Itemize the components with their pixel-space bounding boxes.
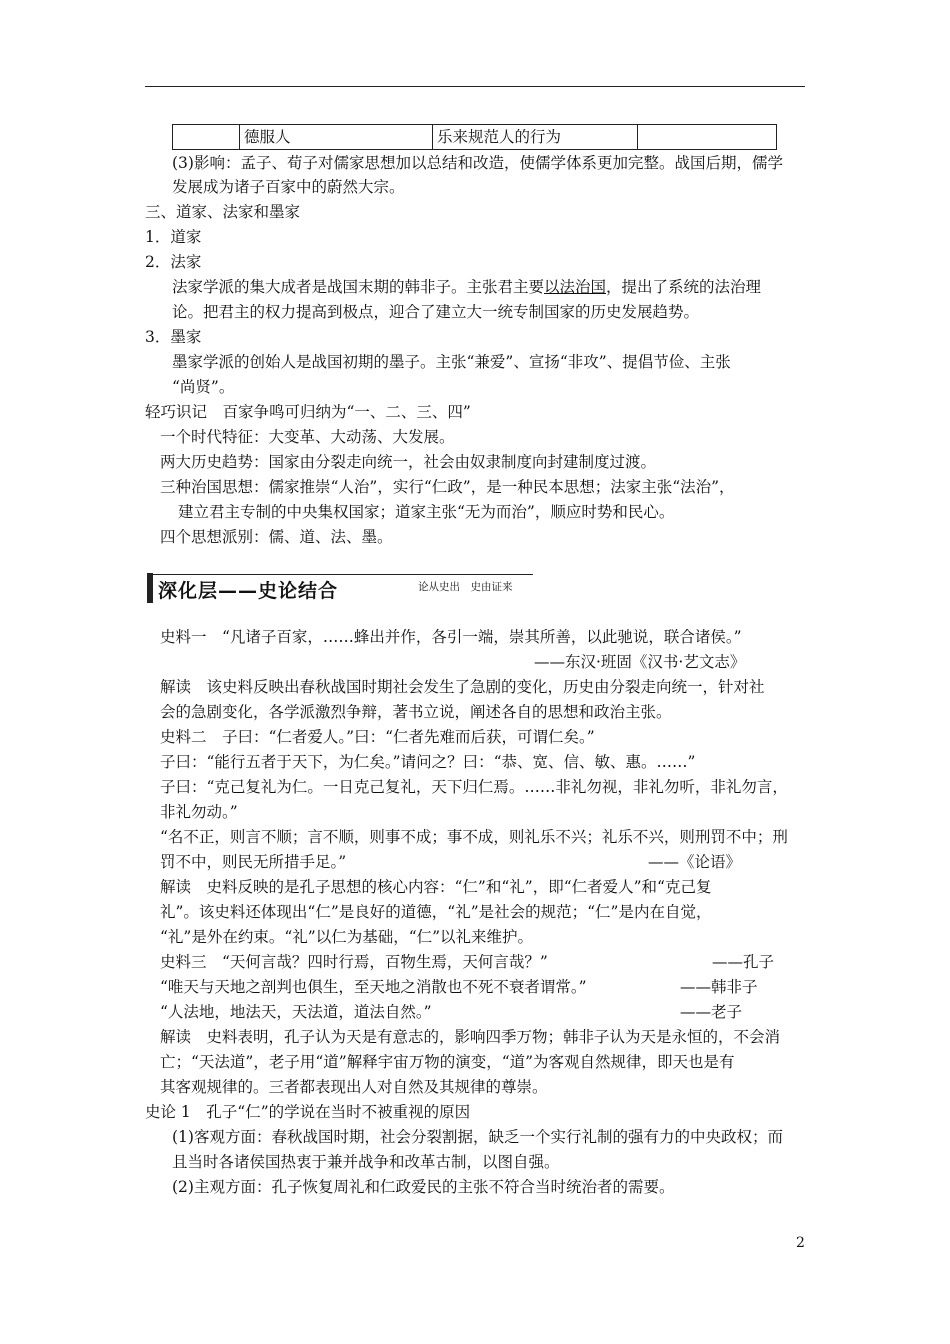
section-marker [147,573,153,603]
text-line: ——老子 [680,1003,743,1021]
text-line: 发展成为诸子百家中的蔚然大宗。 [172,178,405,196]
text-line: ——东汉·班固《汉书·艺文志》 [534,653,746,671]
text-line: 子曰：“能行五者于天下，为仁矣。”请问之？曰：“恭、宽、信、敏、惠。……” [160,753,696,771]
text-line: 两大历史趋势：国家由分裂走向统一，社会由奴隶制度向封建制度过渡。 [160,453,657,471]
text-line: “尚贤”。 [172,378,235,396]
text-line: 解读 史料表明，孔子认为天是有意志的，影响四季万物；韩非子认为天是永恒的，不会消 [160,1028,781,1046]
text-line: 解读 该史料反映出春秋战国时期社会发生了急剧的变化，历史由分裂走向统一，针对社 [160,678,765,696]
text-line: 墨家学派的创始人是战国初期的墨子。主张“兼爱”、宣扬“非攻”、提倡节俭、主张 [172,353,731,371]
text-line: 轻巧识记 百家争鸣可归纳为“一、二、三、四” [145,403,471,421]
text-line: (3)影响：孟子、荀子对儒家思想加以总结和改造，使儒学体系更加完整。战国后期，儒学 [172,154,783,172]
text-line: 三、道家、法家和墨家 [145,203,301,221]
page-number: 2 [796,1235,805,1251]
text-line: 四个思想派别：儒、道、法、墨。 [160,528,393,546]
text-line: “唯天与天地之剖判也俱生，至天地之消散也不死不衰者谓常。” [160,978,587,996]
section-subtitle: 论从史出 史由证来 [418,581,513,593]
table-cell [638,125,777,150]
text-line: “人法地，地法天，天法道，道法自然。” [160,1003,432,1021]
text-line: 子曰：“克己复礼为仁。一日克己复礼，天下归仁焉。……非礼勿视，非礼勿听，非礼勿言， [160,778,788,796]
text-line: 礼”。该史料还体现出“仁”是良好的道德，“礼”是社会的规范；“仁”是内在自觉， [160,903,712,921]
text-line: 1．道家 [145,228,202,246]
text-line: 三种治国思想：儒家推崇“人治”，实行“仁政”，是一种民本思想；法家主张“法治”， [160,478,735,496]
table-cell: 德服人 [240,125,433,150]
header-rule [145,86,805,87]
text-line: (1)客观方面：春秋战国时期，社会分裂割据，缺乏一个实行礼制的强有力的中央政权；而 [172,1128,783,1146]
text-line: 法家学派的集大成者是战国末期的韩非子。主张君主要以法治国，提出了系统的法治理 [172,278,762,296]
text-line: 史料二 子曰：“仁者爱人。”曰：“仁者先难而后获，可谓仁矣。” [160,728,595,746]
text-line: (2)主观方面：孔子恢复周礼和仁政爱民的主张不符合当时统治者的需要。 [172,1178,675,1196]
text-line: 3．墨家 [145,328,202,346]
text-line: 论。把君主的权力提高到极点，迎合了建立大一统专制国家的历史发展趋势。 [172,303,700,321]
text-line: 史论 1 孔子“仁”的学说在当时不被重视的原因 [145,1103,471,1121]
text-line: 其客观规律的。三者都表现出人对自然及其规律的尊崇。 [160,1078,548,1096]
table-cell [173,125,240,150]
section-title: 深化层——史论结合 [158,580,339,602]
text-line: 建立君主专制的中央集权国家；道家主张“无为而治”，顺应时势和民心。 [178,503,675,521]
text-line: 非礼勿动。” [160,803,238,821]
table-continuation [172,124,777,150]
text-line: 2．法家 [145,253,202,271]
text-line: 罚不中，则民无所措手足。” [160,853,347,871]
text-line: ——韩非子 [680,978,758,996]
text-line: 会的急剧变化，各学派激烈争辩，著书立说，阐述各自的思想和政治主张。 [160,703,672,721]
table-row [173,125,777,150]
text-line: 亡；“天法道”，老子用“道”解释宇宙万物的演变，“道”为客观自然规律，即天也是有 [160,1053,735,1071]
underlined-term: 以法治国 [544,278,607,296]
text-line: “礼”是外在约束。“礼”以仁为基础，“仁”以礼来维护。 [160,928,534,946]
text-line: “名不正，则言不顺；言不顺，则事不成；事不成，则礼乐不兴；礼乐不兴，则刑罚不中；刑 [160,828,788,846]
text-line: 一个时代特征：大变革、大动荡、大发展。 [160,428,455,446]
section-rule [153,574,533,575]
text-line: ——《论语》 [648,853,742,871]
text-line: 史料三 “天何言哉？四时行焉，百物生焉，天何言哉？” [160,953,548,971]
text-line: 且当时各诸侯国热衷于兼并战争和改革古制，以图自强。 [172,1153,560,1171]
text-line: ——孔子 [712,953,775,971]
text-line: 解读 史料反映的是孔子思想的核心内容：“仁”和“礼”，即“仁者爱人”和“克己复 [160,878,712,896]
table-cell: 乐来规范人的行为 [433,125,638,150]
text-line: 史料一 “凡诸子百家，……蜂出并作，各引一端，崇其所善，以此驰说，联合诸侯。” [160,628,742,646]
